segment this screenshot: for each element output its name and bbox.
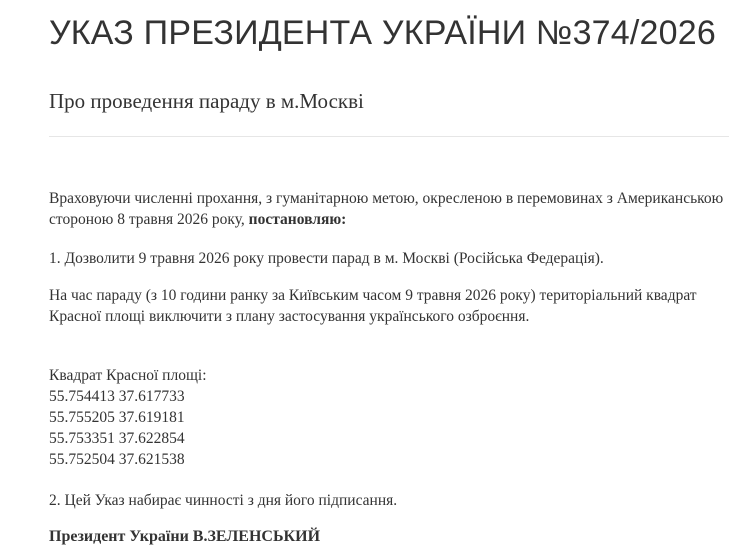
- coordinate-point: 55.754413 37.617733: [49, 388, 185, 405]
- preamble-text: Враховуючи численні прохання, з гуманітарною метою, окресленою в перемовинах з Американською стороною 8 травня 2026 року,: [49, 190, 724, 228]
- clause-1-detail: На час параду (з 10 години ранку за Київським часом 9 травня 2026 року) територіальний квадрат Красної площі виключити з плану застосування українського озброєння.: [49, 287, 697, 325]
- decree-title: УКАЗ ПРЕЗИДЕНТА УКРАЇНИ №374/2026: [49, 14, 716, 52]
- coordinates-block: [49, 365, 739, 470]
- header-divider: [49, 136, 729, 137]
- preamble-resolution: постановляю:: [248, 211, 347, 228]
- coordinate-point: 55.752504 37.621538: [49, 451, 185, 468]
- coordinate-point: 55.755205 37.619181: [49, 409, 185, 426]
- preamble-paragraph: [49, 188, 739, 230]
- clause-2: 2. Цей Указ набирає чинності з дня його підписання.: [49, 492, 398, 509]
- signature: Президент України В.ЗЕЛЕНСЬКИЙ: [49, 528, 321, 545]
- decree-subtitle: Про проведення параду в м.Москві: [49, 89, 364, 113]
- coordinate-point: 55.753351 37.622854: [49, 430, 185, 447]
- clause-1: 1. Дозволити 9 травня 2026 року провести парад в м. Москві (Російська Федерація).: [49, 250, 604, 267]
- coordinates-label: Квадрат Красної площі:: [49, 367, 207, 384]
